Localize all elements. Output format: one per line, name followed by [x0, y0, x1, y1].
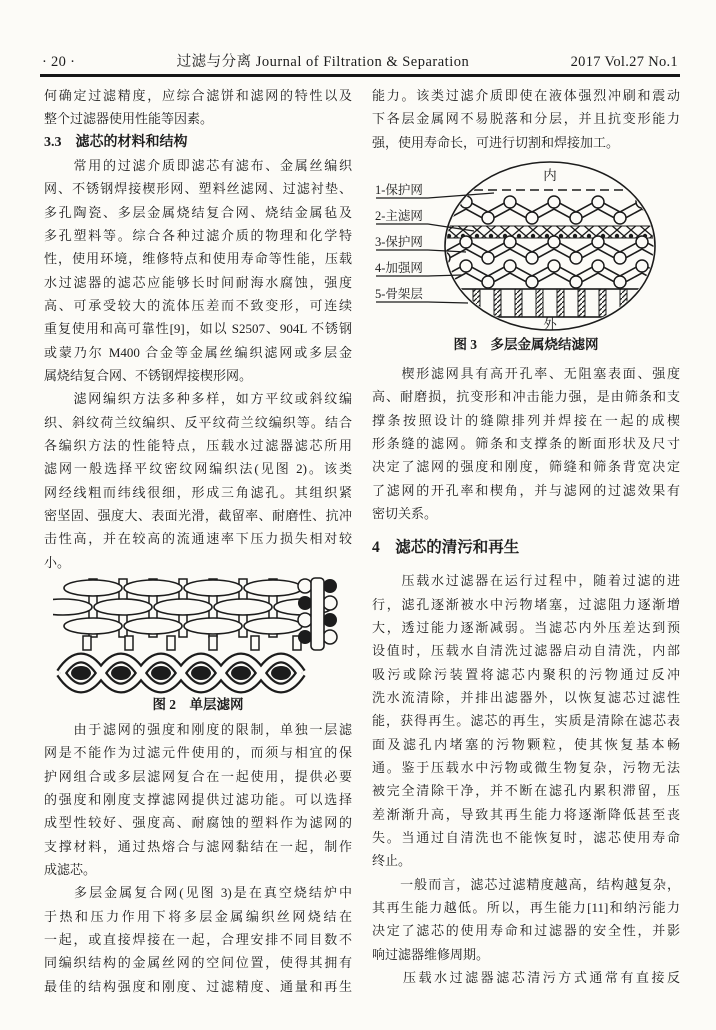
text-line: 压载水过滤器在运行过程中，随着过滤的进	[372, 573, 680, 589]
text-line: 面及滤孔内堵塞的污物颗粒，使其恢复基本畅	[372, 736, 680, 752]
text-line: 重复使用和高可靠性[9]，如以 S2507、904L 不锈钢	[44, 321, 352, 337]
text-line: 多层金属复合网(见图 3)是在真空烧结炉中	[44, 885, 352, 901]
text-line: 洗水流清除，并排出滤器外，以恢复滤芯过滤性	[372, 689, 680, 705]
text-line: 密切关系。	[372, 505, 438, 521]
text-line: 终止。	[372, 853, 412, 869]
paragraph	[44, 718, 352, 998]
text-line: 常用的过滤介质即滤芯有滤布、金属丝编织	[44, 157, 352, 173]
text-line: 决定了滤网的强度和刚度，筛缝和筛条背宽决定	[372, 459, 680, 475]
text-line: 多孔塑料等。综合各种过滤介质的物理和化学特	[44, 227, 352, 243]
text-line: 能，获得再生。滤芯的再生，实质是清除在滤芯表	[372, 713, 680, 729]
text-line: 强，使用寿命长，可进行切割和焊接加工。	[372, 134, 620, 150]
text-line: 支撑材料，通过热熔合与滤网黏结在一起，制作	[44, 838, 352, 854]
text-line: 密坚固、强度大、表面光滑，截留率、耐磨性、抗冲	[44, 507, 352, 523]
text-line: 属烧结复合网、不锈钢焊接楔形网。	[44, 367, 253, 383]
multilayer-mesh-diagram	[372, 158, 680, 334]
text-line: 性，使用环境，维修特点和使用寿命等性能，压载	[44, 251, 352, 267]
text-line: 行，滤孔逐渐被水中污物堵塞，过滤阻力逐渐增	[372, 596, 680, 612]
page-number: · 20 ·	[42, 54, 76, 70]
text-line: 织、斜纹荷兰纹编织、反平纹荷兰纹编织等。结合	[44, 414, 352, 430]
text-line: 水过滤器的滤芯应能够长时间耐海水腐蚀，强度	[44, 274, 352, 290]
paragraph	[44, 154, 352, 574]
outer-side-label: 外	[543, 316, 557, 332]
text-line: 滤网编织方法多种多样，如方平纹或斜纹编	[44, 391, 352, 407]
page-header	[42, 50, 678, 71]
text-line: 通。鉴于压载水中污物或微生物复杂，污物无法	[372, 759, 680, 775]
text-line: 多孔陶瓷、多层金属烧结复合网、烧结金属毡及	[44, 204, 352, 220]
text-line: 高、耐磨损，抗变形和冲击能力强，是由筛条和支	[372, 389, 680, 405]
figure-2	[44, 576, 352, 716]
braided-wires	[61, 658, 301, 688]
text-line: 一般而言，滤芯过滤精度越高，结构越复杂，	[372, 876, 680, 892]
paragraph	[372, 569, 680, 989]
text-line: 吸污或除污装置将滤芯内聚积的污物通过反冲	[372, 666, 680, 682]
text-line: 能力。该类过滤介质即使在液体强烈冲刷和震动	[372, 88, 680, 103]
text-line: 高、可承受较大的流体压差而不致变形，可连续	[44, 297, 352, 313]
paragraph	[372, 84, 680, 154]
text-line: 何确定过滤精度，应综合滤饼和滤网的特性以及	[44, 88, 352, 103]
text-line: 被完全清除干净，并不断在滤孔内累积滞留，压	[372, 783, 680, 799]
text-line: 下各层金属网不易脱落和分层，并且抗变形能力	[372, 111, 680, 127]
text-line: 各编织方法的性能特点，压载水过滤器滤芯所用	[44, 437, 352, 453]
text-line: 失。当通过自清洗也不能恢复时，滤芯使用寿命	[372, 829, 680, 845]
text-line: 击性高，并在较高的流通速率下压力损失相对较	[44, 531, 352, 547]
text-line: 成型性较好、强度高、耐腐蚀的塑料作为滤网的	[44, 815, 352, 831]
text-line: 由于滤网的强度和刚度的限制，单独一层滤	[44, 721, 352, 737]
text-line: 撑条按照设计的缝隙排列并焊接在一起的成楔	[372, 412, 680, 428]
weft-wires	[53, 580, 332, 634]
text-line: 滤网一般选择平纹密纹网编织法(见图 2)。该类	[44, 461, 352, 477]
text-line: 楔形滤网具有高开孔率、无阻塞表面、强度	[372, 365, 680, 381]
text-line: 网是不能作为过滤元件使用的，而须与相宜的保	[44, 745, 352, 761]
text-line: 于热和压力作用下将多层金属编织丝网烧结在	[44, 908, 352, 924]
text-line: 的强度和刚度支撑滤网提供过滤功能。可以选择	[44, 791, 352, 807]
text-line: 响过滤器维修周期。	[372, 946, 490, 962]
text-line: 形条缝的滤网。筛条和支撑条的断面形状及尺寸	[372, 435, 680, 451]
figure-3-caption: 图 3 多层金属烧结滤网	[453, 336, 599, 352]
text-line: 网、不锈钢焊接楔形网、塑料丝滤网、过滤衬垫、	[44, 181, 352, 197]
text-line: 设值时，压载水自清洗过滤器启动自清洗，内部	[372, 643, 680, 659]
mesh-side-view	[298, 578, 337, 650]
paragraph	[44, 84, 352, 131]
layer-label-1: 1-保护网	[375, 182, 423, 197]
section-heading-4: 4 滤芯的清污和再生	[372, 539, 520, 557]
section-heading-3-3: 3.3 滤芯的材料和结构	[44, 134, 188, 150]
layer-label-4: 4-加强网	[375, 260, 423, 275]
text-line: 小。	[44, 554, 71, 570]
layer-label-3: 3-保护网	[375, 234, 423, 249]
text-line: 同编织结构的金属丝网的空间位置，使得其拥有	[44, 955, 352, 971]
text-line: 护网组合或多层滤网复合在一起使用，提供必要	[44, 768, 352, 784]
text-line: 成滤芯。	[44, 861, 97, 877]
layer-label-5: 5-骨架层	[375, 286, 423, 301]
layer-label-2: 2-主滤网	[375, 208, 423, 223]
header-divider	[40, 74, 680, 77]
text-line: 了滤网的开孔率和楔角，并与滤网的过滤效果有	[372, 482, 680, 498]
text-line: 其再生能力越低。所以，再生能力[11]和纳污能力	[372, 899, 680, 915]
issue-info: 2017 Vol.27 No.1	[570, 54, 678, 70]
text-line: 网经线粗而纬线很细，形成三角滤孔。其组织紧	[44, 484, 352, 500]
figure-3	[372, 158, 680, 356]
left-column	[44, 84, 352, 998]
text-line: 一起，或直接焊接在一起，合理安排不同目数不	[44, 931, 352, 947]
journal-title: 过滤与分离 Journal of Filtration & Separation	[176, 54, 470, 70]
text-line: 最佳的结构强度和刚度、过滤精度、通量和再生	[44, 978, 352, 994]
inner-side-label: 内	[543, 167, 557, 183]
text-line: 差渐渐升高，导致其再生能力将逐渐降低甚至丧	[372, 806, 680, 822]
text-line: 大，透过能力逐渐减弱。当滤芯内外压差达到预	[372, 619, 680, 635]
text-line: 或蒙乃尔 M400 合金等金属丝编织滤网或多层金	[44, 344, 352, 360]
text-line: 决定了滤芯的使用寿命和过滤器的安全性，并影	[372, 923, 680, 939]
single-layer-mesh-diagram	[53, 576, 343, 694]
figure-2-caption: 图 2 单层滤网	[152, 696, 244, 712]
text-line: 整个过滤器使用性能等因素。	[44, 111, 214, 127]
text-line: 压载水过滤器滤芯清污方式通常有直接反	[372, 969, 680, 985]
paragraph	[372, 362, 680, 525]
right-column	[372, 84, 680, 989]
